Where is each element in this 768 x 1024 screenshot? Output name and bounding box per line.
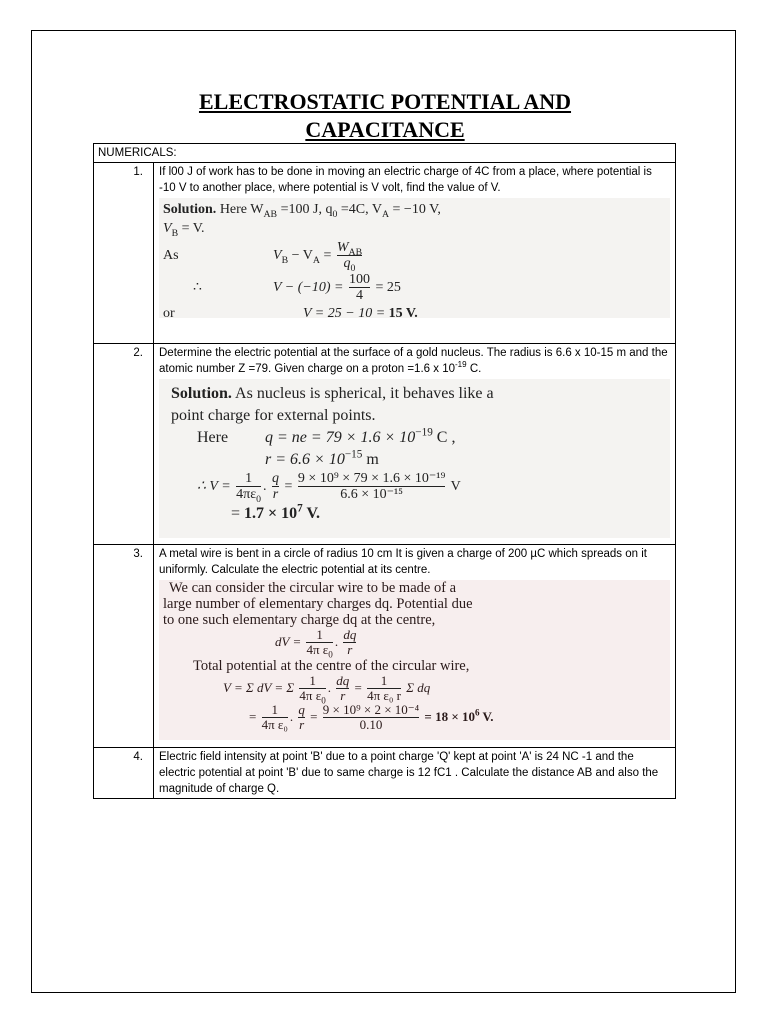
fraction: $\frac{1}{4\pi \varepsilon_0}$ — [306, 627, 333, 660]
solution-line: to one such elementary charge dq at the centre, — [163, 612, 436, 628]
fraction: $\frac{\text{9 × 10⁹ × 2 × 10⁻⁴}}{0.10}$ — [322, 702, 420, 733]
solution-image-3 — [159, 580, 670, 740]
title-line-2: CAPACITANCE — [305, 117, 465, 142]
fraction: $\frac{dq}{r}$ — [343, 627, 357, 658]
solution-line: ∴ V − (−10) = $\frac{100}{4}$ = 25 — [193, 271, 401, 304]
solution-line: = $\frac{1}{\text{4π ε₀}}$ . $\frac{q}{r}$ = $\frac{\text{9 × 10⁹ × 2 × 10⁻⁴}}{0.10}$ = $18 \times 10^6$ V. — [249, 702, 494, 733]
question-row-1 — [94, 163, 676, 344]
question-text: If l00 J of work has to be done in moving an electric charge of 4C from a place, where potential is -10 V to another place, where potential is V volt, find the value of V. — [159, 166, 652, 194]
question-text: Determine the electric potential at the surface of a gold nucleus. The radius is 6.6 x 10-15 m and the atomic number Z =79. Given charge on a proton =1.6 x $10^{-19}$ C. — [159, 347, 668, 375]
question-cell — [154, 344, 676, 545]
fraction: $\frac{1}{\text{4π ε₀ r}}$ — [367, 672, 401, 703]
section-header: NUMERICALS: — [94, 144, 676, 163]
question-row-4 — [94, 748, 676, 799]
fraction: $\frac{1}{\text{4π ε₀}}$ — [261, 702, 288, 733]
fraction: $\frac{q}{r}$ — [272, 471, 280, 503]
solution-line: $V_B = V$. — [163, 221, 205, 239]
question-cell — [154, 748, 676, 799]
solution-line: Total potential at the centre of the circular wire, — [193, 657, 470, 674]
numericals-table — [93, 143, 676, 799]
solution-image-1 — [159, 198, 670, 321]
fraction: $\frac{W_{AB}}{q_0}$ — [336, 240, 363, 275]
solution-line: We can consider the circular wire to be made of a — [169, 580, 457, 596]
question-text: A metal wire is bent in a circle of radius 10 cm It is given a charge of 200 µC which spreads on it uniformly. Calculate the electric potential at its centre. — [159, 548, 647, 576]
solution-line: As $V_B - V_A$ = $\frac{W_{AB}}{q_0}$ — [163, 240, 363, 275]
solution-line: ∴ V = $\frac{1}{4\pi\varepsilon_0}$ . $\frac{q}{r}$ = $\frac{\text{9 × 10⁹ × 79 × 1.6 × 10⁻¹⁹}}{\text{6.6 × 10⁻¹⁵}}$ V — [197, 471, 461, 506]
question-row-3 — [94, 545, 676, 748]
solution-line: Solution. Here $W_{AB} =100$ J, $q_0 =4C$, $V_A = -10$ V, — [163, 202, 441, 220]
solution-line: or V = 25 − 10 = 15 V. — [163, 305, 418, 321]
solution-line: large number of elementary charges dq. Potential due — [163, 596, 473, 612]
fraction: $\frac{\text{9 × 10⁹ × 79 × 1.6 × 10⁻¹⁹}}{\text{6.6 × 10⁻¹⁵}}$ — [297, 471, 446, 503]
question-number: 3. — [94, 545, 154, 748]
fraction: $\frac{q}{r}$ — [298, 702, 305, 733]
title-line-1: ELECTROSTATIC POTENTIAL AND — [198, 89, 572, 114]
section-header-row — [94, 144, 676, 163]
solution-line: Solution. As nucleus is spherical, it behaves like a — [171, 385, 494, 402]
document-title — [94, 88, 676, 144]
fraction: $\frac{dq}{r}$ — [336, 672, 350, 703]
solution-line: $r = 6.6 \times 10^{-15}$ m — [265, 448, 379, 468]
question-number: 4. — [94, 748, 154, 799]
solution-line: = $1.7 \times 10^7$ V. — [231, 502, 320, 522]
question-text: Electric field intensity at point 'B' due to a point charge 'Q' kept at point 'A' is 24 NC -1 and the electric potential at point 'B' due to same charge is 12 fC1 . Calculate the distance AB and also the magnitude of charge Q. — [159, 751, 659, 795]
solution-line: point charge for external points. — [171, 407, 376, 424]
question-row-2 — [94, 344, 676, 545]
fraction: $\frac{100}{4}$ — [348, 271, 370, 304]
solution-line: Here q = ne = $79 \times 1.6 \times 10^{-19}$ C , — [197, 426, 456, 446]
fraction: $\frac{1}{4\pi \varepsilon_0}$ — [299, 672, 326, 706]
solution-line: dV = $\frac{1}{4\pi \varepsilon_0}$ . $\frac{dq}{r}$ — [275, 627, 357, 660]
question-cell — [154, 163, 676, 344]
fraction: $\frac{1}{4\pi\varepsilon_0}$ — [236, 471, 262, 506]
question-number: 2. — [94, 344, 154, 545]
question-cell — [154, 545, 676, 748]
solution-line: V = Σ dV = Σ $\frac{1}{4\pi \varepsilon_0}$ . $\frac{dq}{r}$ = $\frac{1}{\text{4π ε₀ r}}$ Σ dq — [223, 672, 431, 706]
solution-image-2 — [159, 379, 670, 538]
question-number: 1. — [94, 163, 154, 344]
